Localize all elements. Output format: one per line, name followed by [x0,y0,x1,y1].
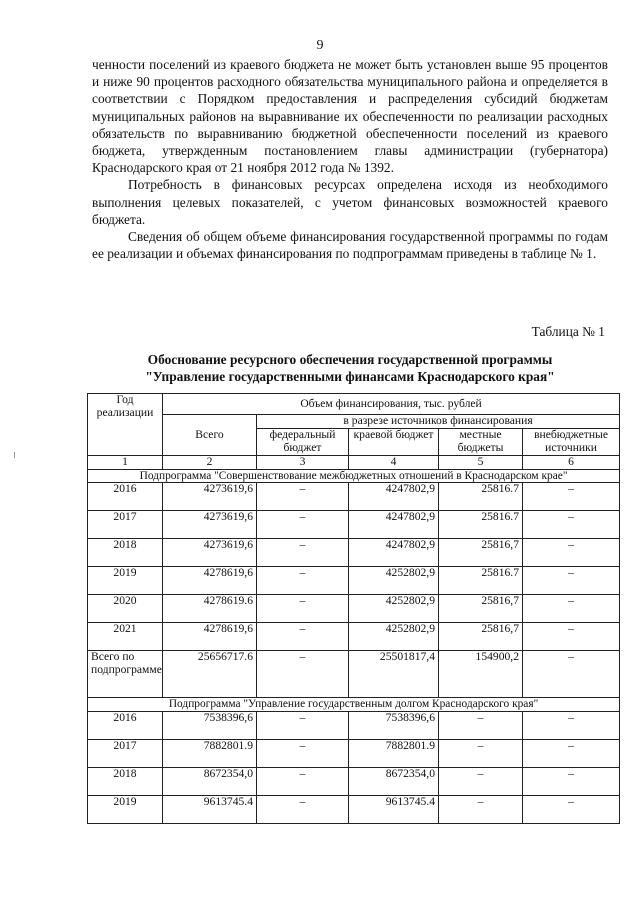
cell-year: 2019 [88,795,163,823]
table-row [88,767,620,795]
header-extra: внебюджетные источники [523,429,620,456]
subprogram1-total-row [88,651,620,698]
cell-year: 2017 [88,739,163,767]
paragraph-continuation: ченности поселений из краевого бюджета не может быть установлен выше 95 процентов и ниже 90 процентов расходного обязательства муниципального района и определяется в соответствии с Порядком предоставления и распределения субсидий бюджетам муниципальных районов на выравнивание их обеспеченности по реализации расходных обязательств по выравниванию бюджетной обеспеченности поселений из краевого бюджета, утвержденным постановлением главы администрации (губернатора) Краснодарского края от 21 ноября 2012 года № 1392. [92,57,608,176]
table-row [88,739,620,767]
col-number: 1 [88,456,163,470]
margin-mark [14,452,18,458]
header-federal: федеральный бюджет [257,429,349,456]
cell-extra: – [523,711,620,739]
cell-regional: 4247802,9 [349,539,439,567]
col-number: 4 [349,456,439,470]
cell-local: 25816.7 [439,567,523,595]
cell-federal: – [257,739,349,767]
cell-local: 25816.7 [439,511,523,539]
cell-total: 4273619,6 [163,511,257,539]
cell-federal: – [257,623,349,651]
cell-extra: – [523,511,620,539]
cell-regional: 4247802,9 [349,511,439,539]
cell-year: 2018 [88,767,163,795]
cell-local: 25816,7 [439,623,523,651]
cell-local: 154900,2 [439,651,523,698]
cell-regional: 7538396,6 [349,711,439,739]
cell-total: 9613745.4 [163,795,257,823]
cell-extra: – [523,651,620,698]
paragraph-needs: Потребность в финансовых ресурсах определена исходя из необходимого выполнения целевых показателей, с учетом финансовых возможностей краевого бюджета. [92,177,608,227]
header-local: местные бюджеты [439,429,523,456]
cell-extra: – [523,623,620,651]
body-text [92,56,608,262]
page-number: 9 [316,38,324,53]
header-total: Всего [163,415,257,456]
cell-year: 2016 [88,711,163,739]
cell-regional: 8672354,0 [349,767,439,795]
cell-federal: – [257,483,349,511]
cell-extra: – [523,739,620,767]
subprogram1-title: Подпрограмма "Совершенствование межбюджетных отношений в Краснодарском крае" [88,469,620,483]
cell-federal: – [257,795,349,823]
cell-year: 2020 [88,595,163,623]
cell-extra: – [523,539,620,567]
cell-extra: – [523,767,620,795]
cell-year: 2021 [88,623,163,651]
cell-total-label: Всего по подпрограмме [88,651,163,698]
cell-local: 25816,7 [439,539,523,567]
cell-federal: – [257,711,349,739]
cell-regional: 4252802,9 [349,567,439,595]
cell-total: 7882801.9 [163,739,257,767]
header-year: Год реализации [88,394,163,456]
cell-regional: 25501817,4 [349,651,439,698]
table-title [80,352,620,385]
cell-federal: – [257,539,349,567]
table-row [88,595,620,623]
cell-regional: 7882801.9 [349,739,439,767]
cell-federal: – [257,651,349,698]
cell-year: 2018 [88,539,163,567]
cell-extra: – [523,483,620,511]
col-number: 3 [257,456,349,470]
financing-table [87,393,620,824]
table-row [88,539,620,567]
cell-local: – [439,795,523,823]
header-volume: Объем финансирования, тыс. рублей [163,394,620,415]
cell-year: 2019 [88,567,163,595]
header-regional: краевой бюджет [349,429,439,456]
table-row [88,623,620,651]
cell-regional: 4247802,9 [349,483,439,511]
table-row [88,567,620,595]
cell-local: – [439,739,523,767]
cell-regional: 4252802,9 [349,623,439,651]
cell-total: 4273619,6 [163,539,257,567]
cell-federal: – [257,511,349,539]
table-title-line2: "Управление государственными финансами Краснодарского края" [145,368,555,384]
col-number: 2 [163,456,257,470]
cell-extra: – [523,595,620,623]
col-number: 5 [439,456,523,470]
cell-extra: – [523,567,620,595]
table-title-line1: Обоснование ресурсного обеспечения государственной программы [147,352,553,367]
cell-federal: – [257,595,349,623]
cell-regional: 9613745.4 [349,795,439,823]
table-label: Таблица № 1 [531,324,605,339]
header-by-sources: в разрезе источников финансирования [257,415,620,429]
cell-year: 2017 [88,511,163,539]
cell-regional: 4252802,9 [349,595,439,623]
cell-year: 2016 [88,483,163,511]
cell-extra: – [523,795,620,823]
cell-local: – [439,767,523,795]
table-row [88,483,620,511]
cell-total: 4278619,6 [163,623,257,651]
table-row [88,795,620,823]
cell-total: 8672354,0 [163,767,257,795]
table-row [88,711,620,739]
subprogram2-title: Подпрограмма "Управление государственным долгом Краснодарского края" [88,698,620,712]
cell-total: 4278619,6 [163,567,257,595]
cell-federal: – [257,767,349,795]
cell-total: 25656717.6 [163,651,257,698]
paragraph-info: Сведения об общем объеме финансирования государственной программы по годам ее реализации и объемах финансирования по подпрограммам приведены в таблице № 1. [92,229,608,262]
cell-local: 25816,7 [439,595,523,623]
column-numbers-row [88,456,620,470]
cell-federal: – [257,567,349,595]
cell-total: 4273619,6 [163,483,257,511]
cell-total: 7538396,6 [163,711,257,739]
cell-local: – [439,711,523,739]
table-row [88,511,620,539]
cell-total: 4278619.6 [163,595,257,623]
col-number: 6 [523,456,620,470]
cell-local: 25816.7 [439,483,523,511]
